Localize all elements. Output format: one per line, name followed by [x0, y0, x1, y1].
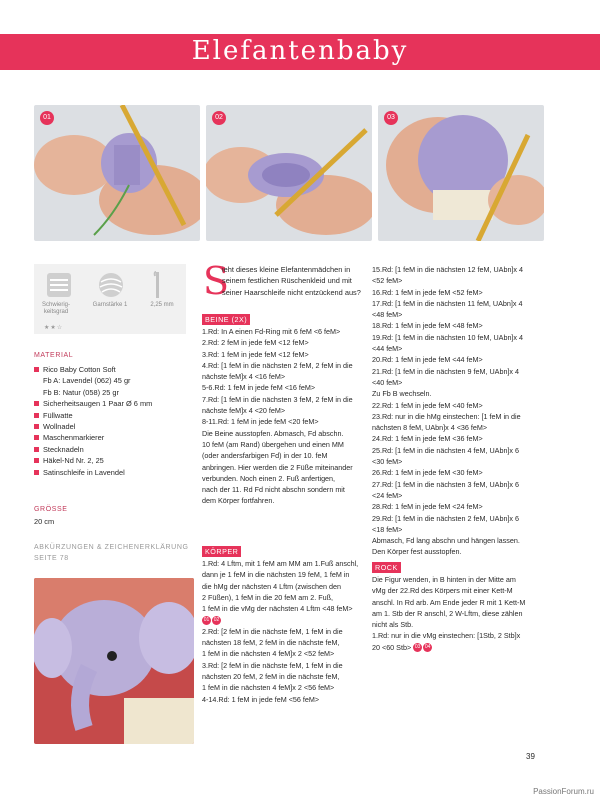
list-item: Maschenmarkierer: [34, 432, 194, 443]
instruction-row: 8-11.Rd: 1 feM in jede feM <20 feM>: [202, 417, 319, 427]
list-item: Wollnadel: [34, 421, 194, 432]
instruction-row: 1 feM in die vMg der nächsten 4 Lftm <48 feM>: [202, 604, 353, 614]
instruction-row: 17.Rd: [1 feM in die nächsten 11 feM, UAbn]x 4: [372, 298, 523, 308]
list-item: Rico Baby Cotton Soft: [34, 364, 194, 375]
crochet-photo-image: [34, 105, 200, 241]
page-number: 39: [526, 752, 535, 761]
photo-ref-badge: 04: [424, 644, 431, 651]
info-box: [34, 264, 186, 334]
instruction-row: anbringen. Hier werden die 2 Füße miteinander: [202, 462, 353, 472]
list-item: Fb B: Natur (058) 25 gr: [43, 387, 119, 397]
instruction-row: 10 feM (am Rand) übergehen und einen MM: [202, 439, 344, 449]
instruction-row: verbunden. Noch einen 2. Fuß anfertigen,: [202, 473, 336, 483]
yarn-ball-icon: [98, 272, 124, 298]
instruction-row: <44 feM>: [372, 344, 403, 354]
instruction-row: 23.Rd: nur in die hMg einstechen: [1 feM in die: [372, 411, 521, 421]
instruction-row: <48 feM>: [372, 310, 403, 320]
instruction-row: 4-14.Rd: 1 feM in jede feM <56 feM>: [202, 694, 320, 704]
needle-size-label: 2,25 mm: [150, 302, 174, 308]
instruction-row: 7.Rd: [1 feM in die nächsten 3 feM, 2 feM in die: [202, 394, 353, 404]
instruction-row: 5-6.Rd: 1 feM in jede feM <16 feM>: [202, 383, 316, 393]
step-number-badge: 03: [384, 111, 398, 125]
instruction-row: nächsten 20 feM, 2 feM in die nächste feM,: [202, 671, 340, 681]
instruction-row: nächste feM]x 4 <16 feM>: [202, 372, 286, 382]
photo-refs: [202, 614, 372, 625]
instruction-row: <52 feM>: [372, 276, 403, 286]
instruction-row: 28.Rd: 1 feM in jede feM <24 feM>: [372, 502, 483, 512]
section-label-koerper: KÖRPER: [202, 546, 241, 557]
instruction-row: Zu Fb B wechseln.: [372, 389, 432, 399]
instruction-row: 4.Rd: [1 feM in die nächsten 2 feM, 2 feM in die: [202, 360, 353, 370]
crochet-photo-image: [206, 105, 372, 241]
instruction-row: 1 feM in die nächsten 4 feM]x 2 <52 feM>: [202, 649, 335, 659]
photo-ref-badge: 02: [213, 617, 220, 624]
step-photo-3: [378, 105, 544, 241]
instruction-row: 25.Rd: [1 feM in die nächsten 4 feM, UAbn]x 6: [372, 445, 520, 455]
instruction-row-with-refs: [372, 642, 552, 653]
instruction-row: 1.Rd: nur in die vMg einstechen: [1Stb, 2 Stb]x: [372, 631, 521, 641]
instruction-row: 1 feM in die nächsten 4 feM]x 2 <56 feM>: [202, 683, 335, 693]
step-number-badge: 01: [40, 111, 54, 125]
section-label-rock: ROCK: [372, 562, 401, 573]
abbreviations-page: SEITE 78: [34, 555, 69, 562]
material-list: [34, 364, 194, 478]
instruction-row: <18 feM>: [372, 524, 403, 534]
difficulty-stars: ★★☆: [44, 325, 64, 331]
elephant-photo: [34, 578, 194, 744]
yarn-weight-label: Garnstärke 1: [92, 302, 128, 308]
instruction-row: 2 Füßen), 1 feM in die 20 feM am 2. Fuß,: [202, 592, 334, 602]
instruction-row: 27.Rd: [1 feM in die nächsten 3 feM, UAbn]x 6: [372, 479, 520, 489]
step-photo-2: [206, 105, 372, 241]
drop-cap: S: [203, 259, 230, 303]
watermark: PassionForum.ru: [533, 787, 594, 796]
instruction-row: <30 feM>: [372, 457, 403, 467]
instruction-row: 15.Rd: [1 feM in die nächsten 12 feM, UAbn]x 4: [372, 265, 524, 274]
instruction-row: vMg der 22.Rd des Körpers mit einer Kett-M: [372, 586, 513, 596]
title-banner: [0, 34, 600, 70]
list-item: Sicherheitsaugen 1 Paar Ø 6 mm: [34, 398, 194, 409]
difficulty-label: Schwierig- keitsgrad: [41, 302, 70, 315]
instruction-row: Den Körper fest ausstopfen.: [372, 547, 462, 557]
instruction-row: 29.Rd: [1 feM in die nächsten 2 feM, UAbn]x 6: [372, 513, 520, 523]
instruction-row: 2.Rd: 2 feM in jede feM <12 feM>: [202, 338, 309, 348]
instruction-row: 16.Rd: 1 feM in jede feM <52 feM>: [372, 287, 483, 297]
instruction-row: dem Körper fortfahren.: [202, 496, 275, 506]
list-item: Stecknadeln: [34, 444, 194, 455]
section-label-beine: BEINE (2X): [202, 314, 250, 325]
difficulty-icon: [46, 272, 72, 298]
instruction-row: 20 <60 Stb>: [372, 642, 412, 652]
instruction-row: nicht als Stb.: [372, 620, 414, 630]
abbreviations-heading: ABKÜRZUNGEN & ZEICHENERKLÄRUNG: [34, 544, 189, 551]
instruction-row: am 1. Stb der R anschl, 2 W-Lftm, diese zählen: [372, 608, 523, 618]
material-heading: MATERIAL: [34, 352, 74, 359]
instruction-row: 21.Rd: [1 feM in die nächsten 9 feM, UAbn]x 4: [372, 366, 520, 376]
photo-ref-badge: 03: [414, 644, 421, 651]
instruction-row: <40 feM>: [372, 377, 403, 387]
instruction-row: Abmasch, Fd lang abschn und hängen lassen.: [372, 536, 520, 546]
list-item: Füllwatte: [34, 410, 194, 421]
photo-ref-badge: 01: [203, 617, 210, 624]
instruction-row: 2.Rd: [2 feM in die nächste feM, 1 feM in die: [202, 626, 343, 636]
instruction-row: anschl. In Rd arb. Am Ende jeder R mit 1 Kett-M: [372, 597, 526, 607]
instruction-row: die hMg der nächsten 4 Lftm (zwischen den: [202, 581, 342, 591]
instruction-row: <24 feM>: [372, 490, 403, 500]
step-photo-1: [34, 105, 200, 241]
size-value: 20 cm: [34, 517, 55, 526]
list-item: Häkel-Nd Nr. 2, 25: [34, 455, 194, 466]
instruction-row: nächsten 18 feM, 2 feM in die nächste feM,: [202, 638, 340, 648]
elephant-image: [34, 578, 194, 744]
instruction-row: 3.Rd: 1 feM in jede feM <12 feM>: [202, 349, 309, 359]
instruction-row: 24.Rd: 1 feM in jede feM <36 feM>: [372, 434, 483, 444]
instruction-row: nächste feM]x 4 <20 feM>: [202, 406, 286, 416]
body-continued-instructions: [372, 264, 552, 558]
instruction-row: 20.Rd: 1 feM in jede feM <44 feM>: [372, 355, 483, 365]
page-title: Elefantenbaby: [191, 36, 409, 66]
instruction-row: 1.Rd: 4 Lftm, mit 1 feM am MM am 1.Fuß anschl,: [202, 559, 359, 568]
instruction-row: 18.Rd: 1 feM in jede feM <48 feM>: [372, 321, 483, 331]
step-number-badge: 02: [212, 111, 226, 125]
rock-instructions: [372, 574, 552, 653]
beine-instructions: [202, 326, 372, 507]
size-heading: GRÖSSE: [34, 506, 68, 513]
koerper-instructions: [202, 558, 372, 705]
instruction-row: dann je 1 feM in die nächsten 19 feM, 1 feM in: [202, 570, 350, 580]
instruction-row: 22.Rd: 1 feM in jede feM <40 feM>: [372, 400, 483, 410]
instruction-row: (oder andersfarbigen Fd) in der 10. feM: [202, 451, 328, 461]
instruction-row: 1.Rd: In A einen Fd-Ring mit 6 feM <6 feM>: [202, 327, 341, 336]
crochet-hook-icon: [152, 270, 162, 300]
instruction-row: 3.Rd: [2 feM in die nächste feM, 1 feM in die: [202, 660, 343, 670]
instruction-row: nach der 11. Rd Fd nicht abschn sondern mit: [202, 485, 345, 495]
list-item: Fb A: Lavendel (062) 45 gr: [43, 376, 131, 386]
list-item: Satinschleife in Lavendel: [34, 467, 194, 478]
instruction-row: 19.Rd: [1 feM in die nächsten 10 feM, UAbn]x 4: [372, 332, 524, 342]
instruction-row: Die Beine ausstopfen. Abmasch, Fd abschn.: [202, 428, 344, 438]
crochet-photo-image: [378, 105, 544, 241]
instruction-row: nächsten 8 feM, UAbn]x 4 <36 feM>: [372, 423, 488, 433]
instruction-row: Die Figur wenden, in B hinten in der Mitte am: [372, 575, 516, 584]
instruction-row: 26.Rd: 1 feM in jede feM <30 feM>: [372, 468, 483, 478]
intro-text: ieht dieses kleine Elefantenmädchen in seinem festlichen Rüschenkleid und mit seiner Haarschleife nicht entzückend aus?: [222, 265, 361, 297]
